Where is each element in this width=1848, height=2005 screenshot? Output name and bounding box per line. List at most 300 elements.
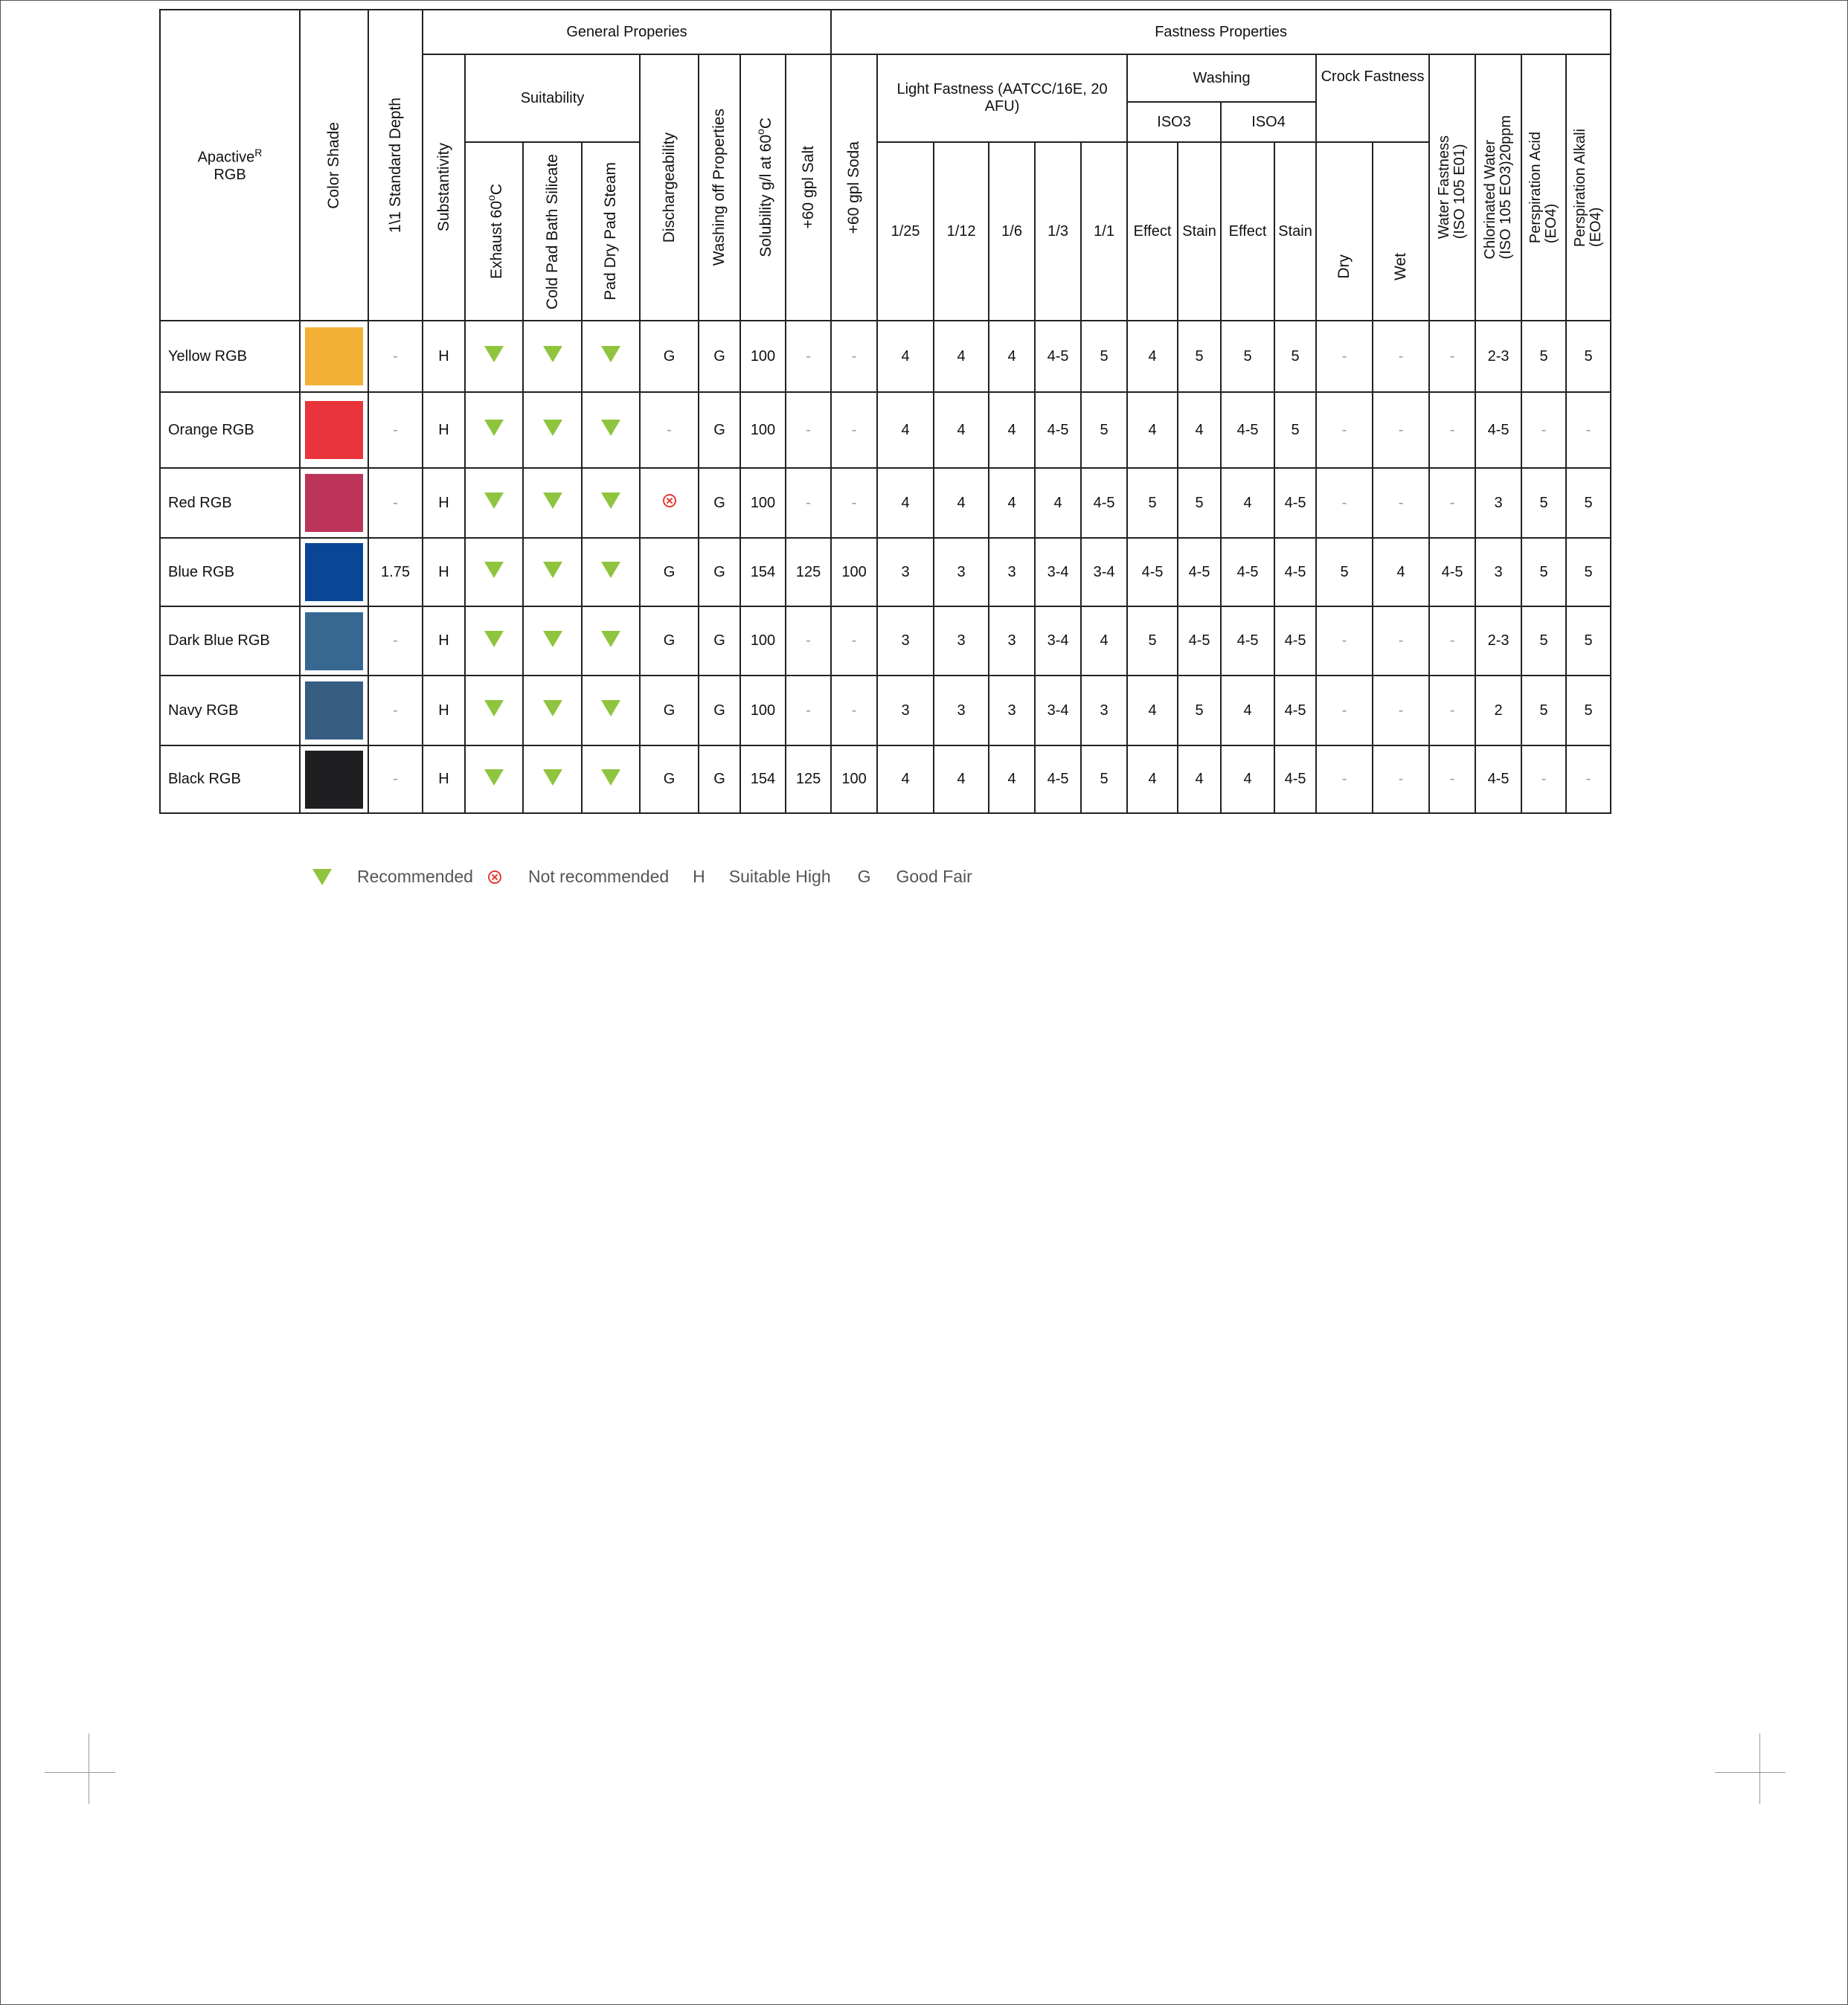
cell-disch	[640, 745, 699, 813]
color-swatch	[305, 474, 363, 532]
cell-depth	[368, 538, 423, 606]
green-triangle-icon	[484, 346, 504, 362]
cell-value: 4	[1007, 771, 1016, 787]
cell-chl	[1475, 745, 1521, 813]
header-iso4-stain: Stain	[1274, 142, 1316, 321]
green-triangle-icon	[601, 493, 620, 509]
cell-soda	[831, 606, 877, 676]
cell-value: -	[1449, 771, 1455, 787]
cell-value: 4	[1148, 421, 1157, 438]
header-light-fastness: Light Fastness (AATCC/16E, 20 AFU)	[877, 54, 1127, 142]
cell-l1	[877, 321, 934, 392]
cell-dry	[1316, 676, 1373, 745]
cell-disch	[640, 606, 699, 676]
cell-wash	[699, 392, 740, 468]
cell-value: 4	[1148, 771, 1157, 787]
cell-salt	[786, 321, 831, 392]
cell-value: H	[438, 494, 449, 511]
cell-wash	[699, 468, 740, 538]
cell-value: -	[1541, 771, 1547, 787]
cell-value: H	[438, 563, 449, 580]
cell-value: 4-5	[1284, 563, 1306, 580]
cell-soda	[831, 321, 877, 392]
cell-chl	[1475, 606, 1521, 676]
legend-suitable-high: H Suitable High	[693, 867, 831, 886]
cell-value: 5	[1100, 347, 1109, 365]
cell-wet	[1373, 606, 1429, 676]
cell-value: 5	[1148, 494, 1157, 511]
cell-sol	[740, 321, 786, 392]
cell-value: -	[667, 421, 672, 438]
cell-wash	[699, 321, 740, 392]
cell-value: 4	[1007, 421, 1016, 438]
cell-i4s	[1274, 321, 1316, 392]
cell-value: G	[713, 702, 725, 719]
green-triangle-icon	[484, 562, 504, 578]
cell-water	[1429, 321, 1475, 392]
cell-salt	[786, 606, 831, 676]
header-persp-acid: Perspiration Acid (EO4)	[1521, 54, 1566, 321]
cell-value: 3-4	[1093, 563, 1115, 580]
red-crossed-circle-icon	[488, 870, 501, 884]
cell-l4	[1035, 468, 1081, 538]
cell-value: 4	[957, 494, 966, 511]
cell-i3s	[1178, 745, 1221, 813]
cell-value: 125	[795, 563, 821, 580]
brand-sub: RGB	[214, 166, 246, 183]
cell-value: 100	[750, 347, 776, 365]
cell-value: -	[806, 347, 811, 365]
crop-mark-right-v	[1759, 1733, 1760, 1804]
cell-wet	[1373, 392, 1429, 468]
row-name: Blue RGB	[160, 538, 300, 606]
cell-value: 3	[957, 632, 966, 649]
cell-i4s	[1274, 606, 1316, 676]
cell-pa	[1521, 538, 1566, 606]
cell-dry	[1316, 468, 1373, 538]
color-shade-cell	[300, 321, 368, 392]
cell-l2	[934, 606, 989, 676]
cell-value: 100	[750, 632, 776, 649]
cell-exhaust	[465, 676, 523, 745]
cell-l2	[934, 468, 989, 538]
cell-l4	[1035, 538, 1081, 606]
cell-i3s	[1178, 538, 1221, 606]
color-shade-cell	[300, 676, 368, 745]
cell-cold	[523, 745, 582, 813]
cell-value: 5	[1100, 771, 1109, 787]
cell-cold	[523, 392, 582, 468]
cell-value: 5	[1100, 421, 1109, 438]
cell-value: 154	[750, 771, 776, 787]
cell-value: -	[1341, 771, 1347, 787]
cell-palk	[1566, 676, 1611, 745]
cell-sol	[740, 745, 786, 813]
row-name: Dark Blue RGB	[160, 606, 300, 676]
cell-value: 4	[1100, 632, 1109, 649]
cell-value: 5	[1539, 347, 1548, 365]
cell-soda	[831, 392, 877, 468]
cell-water	[1429, 538, 1475, 606]
cell-value: G	[713, 421, 725, 438]
cell-value: 5	[1148, 632, 1157, 649]
table-row	[160, 321, 1611, 392]
cell-palk	[1566, 321, 1611, 392]
cell-i3e	[1127, 538, 1178, 606]
table-row	[160, 676, 1611, 745]
cell-value: 100	[750, 702, 776, 719]
cell-exhaust	[465, 321, 523, 392]
color-shade-cell	[300, 538, 368, 606]
cell-value: G	[663, 563, 676, 580]
cell-l1	[877, 745, 934, 813]
cell-salt	[786, 392, 831, 468]
cell-l3	[989, 538, 1035, 606]
cell-value: 4	[901, 347, 910, 365]
cell-dry	[1316, 745, 1373, 813]
cell-value: 4-5	[1236, 421, 1259, 438]
cell-subst	[423, 538, 465, 606]
cell-pad	[582, 745, 640, 813]
cell-wet	[1373, 745, 1429, 813]
cell-dry	[1316, 606, 1373, 676]
cell-l5	[1081, 606, 1127, 676]
table-body	[160, 321, 1611, 813]
cell-value: 5	[1195, 702, 1204, 719]
green-triangle-icon	[543, 346, 562, 362]
cell-l2	[934, 538, 989, 606]
cell-value: 4	[1243, 771, 1252, 787]
table-row	[160, 538, 1611, 606]
header-wet: Wet	[1373, 142, 1429, 321]
cell-value: 4	[1053, 494, 1062, 511]
cell-cold	[523, 676, 582, 745]
cell-i4e	[1221, 468, 1274, 538]
cell-value: -	[851, 347, 857, 365]
color-swatch	[305, 401, 363, 459]
cell-l4	[1035, 321, 1081, 392]
cell-i4s	[1274, 676, 1316, 745]
cell-exhaust	[465, 468, 523, 538]
cell-pa	[1521, 321, 1566, 392]
cell-subst	[423, 606, 465, 676]
cell-pad	[582, 538, 640, 606]
cell-salt	[786, 676, 831, 745]
cell-pad	[582, 606, 640, 676]
cell-water	[1429, 468, 1475, 538]
crop-mark-left-h	[45, 1772, 115, 1773]
header-standard-depth: 1\1 Standard Depth	[368, 10, 423, 321]
header-light-1-25: 1/25	[877, 142, 934, 321]
cell-value: 5	[1539, 563, 1548, 580]
cell-l5	[1081, 676, 1127, 745]
cell-value: G	[663, 632, 676, 649]
cell-value: 4-5	[1284, 702, 1306, 719]
cell-disch	[640, 538, 699, 606]
cell-i4e	[1221, 606, 1274, 676]
cell-l1	[877, 606, 934, 676]
cell-i3s	[1178, 606, 1221, 676]
cell-l2	[934, 321, 989, 392]
green-triangle-icon	[312, 869, 332, 885]
cell-pa	[1521, 745, 1566, 813]
cell-l1	[877, 676, 934, 745]
cell-value: 5	[1539, 632, 1548, 649]
cell-l4	[1035, 676, 1081, 745]
cell-l1	[877, 468, 934, 538]
crop-mark-right-h	[1715, 1772, 1786, 1773]
color-swatch	[305, 751, 363, 809]
header-exhaust: Exhaust 60$^o$C	[465, 142, 523, 321]
cell-exhaust	[465, 392, 523, 468]
cell-l2	[934, 745, 989, 813]
brand-sup: R	[254, 147, 263, 159]
cell-value: 2-3	[1487, 347, 1509, 365]
table-row	[160, 745, 1611, 813]
red-crossed-circle-icon	[663, 494, 676, 507]
cell-value: 5	[1584, 632, 1593, 649]
cell-depth	[368, 745, 423, 813]
cell-value: 4	[901, 421, 910, 438]
row-name: Yellow RGB	[160, 321, 300, 392]
cell-value: -	[1398, 494, 1404, 511]
cell-disch	[640, 676, 699, 745]
brand-name: Apactive	[197, 149, 255, 166]
row-name: Orange RGB	[160, 392, 300, 468]
cell-l3	[989, 321, 1035, 392]
cell-value: -	[393, 771, 398, 787]
cell-value: 3-4	[1047, 702, 1069, 719]
header-light-1-3: 1/3	[1035, 142, 1081, 321]
cell-value: -	[393, 421, 398, 438]
cell-value: 4	[1243, 494, 1252, 511]
cell-depth	[368, 321, 423, 392]
cell-value: -	[1398, 771, 1404, 787]
cell-l1	[877, 392, 934, 468]
cell-i4e	[1221, 321, 1274, 392]
cell-value: 4	[957, 347, 966, 365]
cell-value: 5	[1340, 563, 1349, 580]
cell-value: 4-5	[1487, 771, 1509, 787]
cell-value: -	[1541, 421, 1547, 438]
cell-i4e	[1221, 538, 1274, 606]
header-washing: Washing	[1127, 54, 1316, 102]
cell-water	[1429, 392, 1475, 468]
header-suitability: Suitability	[465, 54, 640, 142]
header-brand	[160, 10, 300, 321]
cell-value: -	[851, 702, 857, 719]
cell-cold	[523, 468, 582, 538]
header-iso3: ISO3	[1127, 102, 1221, 142]
header-persp-alkali: Perspiration Alkali (EO4)	[1566, 54, 1611, 321]
cell-dry	[1316, 392, 1373, 468]
header-washing-off: Washing off Properties	[699, 54, 740, 321]
cell-value: -	[393, 632, 398, 649]
cell-subst	[423, 468, 465, 538]
cell-value: 4-5	[1236, 632, 1259, 649]
cell-value: -	[1449, 421, 1455, 438]
green-triangle-icon	[484, 631, 504, 647]
cell-l5	[1081, 538, 1127, 606]
cell-cold	[523, 321, 582, 392]
cell-palk	[1566, 392, 1611, 468]
cell-value: 3	[957, 563, 966, 580]
cell-sol	[740, 606, 786, 676]
cell-i4e	[1221, 745, 1274, 813]
cell-subst	[423, 321, 465, 392]
cell-value: -	[851, 421, 857, 438]
cell-value: -	[1398, 347, 1404, 365]
cell-value: H	[438, 702, 449, 719]
cell-wash	[699, 538, 740, 606]
cell-value: 3	[901, 632, 910, 649]
green-triangle-icon	[543, 631, 562, 647]
green-triangle-icon	[543, 420, 562, 436]
cell-value: 1.75	[381, 563, 410, 580]
cell-value: 4	[901, 494, 910, 511]
cell-value: G	[663, 347, 676, 365]
cell-value: 3	[1100, 702, 1109, 719]
cell-value: -	[393, 347, 398, 365]
header-solubility: Solubility g/l at 60$^o$C	[740, 54, 786, 321]
cell-pa	[1521, 392, 1566, 468]
cell-water	[1429, 606, 1475, 676]
cell-l2	[934, 676, 989, 745]
cell-dry	[1316, 321, 1373, 392]
cell-value: 4-5	[1188, 563, 1210, 580]
cell-disch	[640, 468, 699, 538]
cell-pad	[582, 321, 640, 392]
cell-value: H	[438, 771, 449, 787]
cell-depth	[368, 676, 423, 745]
header-chlorinated: Chlorinated Water (ISO 105 EO3)20ppm	[1475, 54, 1521, 321]
color-shade-cell	[300, 745, 368, 813]
cell-value: 100	[750, 494, 776, 511]
cell-value: 3	[1494, 494, 1503, 511]
cell-value: 4-5	[1284, 771, 1306, 787]
cell-value: -	[1398, 632, 1404, 649]
cell-wet	[1373, 538, 1429, 606]
cell-value: 3	[1007, 702, 1016, 719]
cell-value: -	[1398, 421, 1404, 438]
cell-chl	[1475, 392, 1521, 468]
cell-l3	[989, 392, 1035, 468]
color-swatch	[305, 327, 363, 385]
cell-value: 4	[1195, 421, 1204, 438]
cell-value: H	[438, 347, 449, 365]
cell-pa	[1521, 606, 1566, 676]
cell-value: 5	[1291, 347, 1300, 365]
cell-value: 3	[957, 702, 966, 719]
cell-water	[1429, 745, 1475, 813]
cell-i4s	[1274, 468, 1316, 538]
cell-subst	[423, 392, 465, 468]
green-triangle-icon	[484, 769, 504, 786]
cell-i3e	[1127, 392, 1178, 468]
cell-value: 2-3	[1487, 632, 1509, 649]
legend	[312, 867, 972, 887]
cell-l4	[1035, 606, 1081, 676]
green-triangle-icon	[543, 493, 562, 509]
green-triangle-icon	[543, 700, 562, 716]
cell-depth	[368, 468, 423, 538]
cell-value: G	[663, 702, 676, 719]
cell-value: -	[806, 702, 811, 719]
green-triangle-icon	[601, 700, 620, 716]
cell-l3	[989, 468, 1035, 538]
cell-l5	[1081, 745, 1127, 813]
cell-chl	[1475, 321, 1521, 392]
cell-value: -	[1585, 771, 1591, 787]
table-row	[160, 392, 1611, 468]
cell-value: 4-5	[1487, 421, 1509, 438]
cell-sol	[740, 676, 786, 745]
cell-value: 3-4	[1047, 632, 1069, 649]
cell-value: -	[1341, 347, 1347, 365]
cell-value: -	[1449, 632, 1455, 649]
cell-value: 4	[1007, 347, 1016, 365]
cell-value: 4-5	[1441, 563, 1463, 580]
cell-soda	[831, 676, 877, 745]
cell-value: 5	[1584, 347, 1593, 365]
cell-chl	[1475, 468, 1521, 538]
cell-wet	[1373, 676, 1429, 745]
green-triangle-icon	[601, 562, 620, 578]
cell-salt	[786, 745, 831, 813]
cell-wet	[1373, 468, 1429, 538]
cell-value: 4-5	[1047, 421, 1069, 438]
green-triangle-icon	[601, 769, 620, 786]
cell-depth	[368, 606, 423, 676]
cell-palk	[1566, 745, 1611, 813]
cell-i3e	[1127, 606, 1178, 676]
cell-cold	[523, 538, 582, 606]
cell-l5	[1081, 392, 1127, 468]
row-name: Navy RGB	[160, 676, 300, 745]
cell-wash	[699, 606, 740, 676]
cell-value: -	[851, 494, 857, 511]
cell-value: 2	[1494, 702, 1503, 719]
cell-value: 3	[1007, 632, 1016, 649]
header-dry: Dry	[1316, 142, 1373, 321]
color-shade-cell	[300, 468, 368, 538]
cell-l5	[1081, 321, 1127, 392]
cell-i3e	[1127, 468, 1178, 538]
legend-not-recommended: Not recommended	[488, 867, 669, 887]
header-iso3-effect: Effect	[1127, 142, 1178, 321]
row-name: Red RGB	[160, 468, 300, 538]
cell-value: -	[1398, 702, 1404, 719]
cell-value: G	[713, 563, 725, 580]
cell-value: -	[1585, 421, 1591, 438]
green-triangle-icon	[484, 493, 504, 509]
cell-sol	[740, 392, 786, 468]
cell-value: -	[851, 632, 857, 649]
cell-i4e	[1221, 676, 1274, 745]
cell-i3e	[1127, 676, 1178, 745]
header-light-1-1: 1/1	[1081, 142, 1127, 321]
header-iso4: ISO4	[1221, 102, 1316, 142]
cell-subst	[423, 745, 465, 813]
cell-palk	[1566, 606, 1611, 676]
cell-wash	[699, 745, 740, 813]
cell-value: 4-5	[1236, 563, 1259, 580]
cell-palk	[1566, 538, 1611, 606]
header-pad-dry: Pad Dry Pad Steam	[582, 142, 640, 321]
cell-sol	[740, 538, 786, 606]
cell-l3	[989, 745, 1035, 813]
cell-l3	[989, 676, 1035, 745]
